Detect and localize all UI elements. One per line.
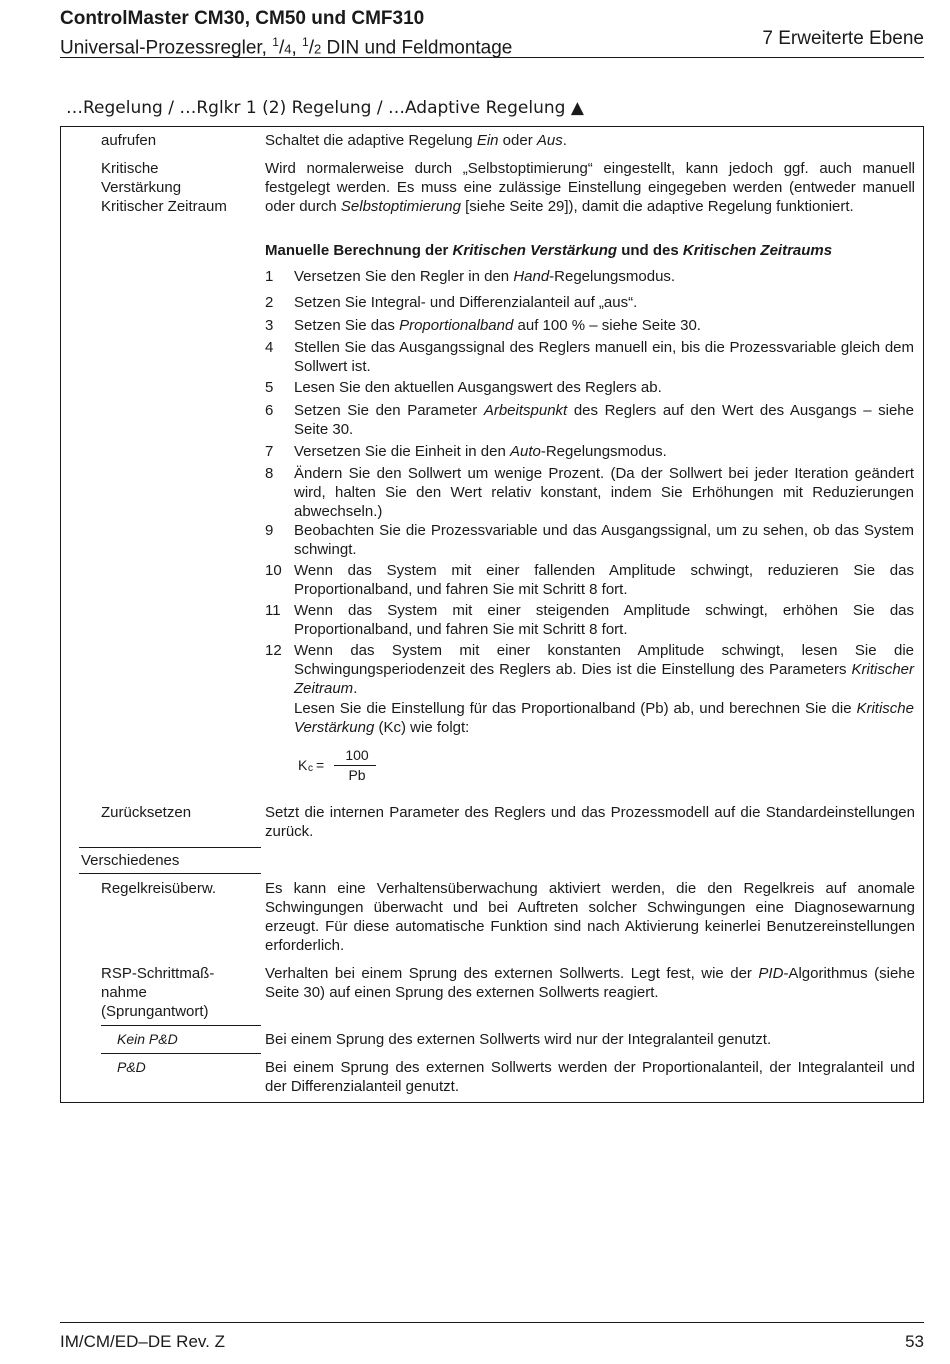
text-kritisch: Wird normalerweise durch „Selbstoptimierung“ eingestellt, kann jedoch ggf. auch manuell festgelegt werden. Es muss eine zulässige Einstellung eingegeben werden (entweder manuell oder durch Selbstoptimierung [siehe Seite 29]), damit die adaptive Regelung funktioniert.	[265, 160, 915, 215]
footer-divider	[60, 1322, 924, 1323]
document-number: IM/CM/ED–DE Rev. Z	[60, 1332, 225, 1351]
document-subtitle: Universal-Prozessregler, $^1$/4, $^1$/2 DIN und Feldmontage	[60, 35, 513, 59]
label-regelkreisueberw: Regelkreisüberw.	[101, 880, 217, 897]
parameter-table: aufrufen Schaltet die adaptive Regelung Ein oder Aus. Kritische Verstärkung Kritischer Zeitraum Wird normalerweise durch „Selbstoptimierung“ eingestellt, kann jedoch ggf. auch manuell festgelegt werden. Es muss eine zulässige Einstellung eingegeben werden (entweder manuell oder durch Selbstoptimierung [siehe Seite 29]), damit die adaptive Regelung funktioniert. Manuelle Berechnung der Kritischen Verstärkung und des Kritischen Zeitraums 1 Versetzen Sie den Regler in den Hand-Regelungsmodus. 2 Setzen Sie Integral- und Differenzialanteil auf „aus“. 3 Setzen Sie das Proportionalband auf 100 % – siehe Seite 30. 4 Stellen Sie das Ausgangssignal des Reglers manuell ein, bis die Prozessvariable gleich dem Sollwert ist. 5 Lesen Sie den aktuellen Ausgangswert des Reglers ab. 6 Setzen Sie den Parameter Arbeitspunkt des Reglers auf den Wert des Ausgangs – siehe Seite 30. 7 Versetzen Sie die Einheit in den Auto-Regelungsmodus. 8 Ändern Sie den Sollwert um wenige Prozent. (Da der Sollwert bei jeder Iteration geändert wird, halten Sie den Wert relativ konstant, indem Sie Erhöhungen mit Reduzierungen abwechseln.) 9 Beobachten Sie die Prozessvariable und das Ausgangssignal, um zu sehen, ob das System schwingt. 10 Wenn das System mit einer fallenden Amplitude schwingt, reduzieren Sie das Proportionalband, und fahren Sie mit Schritt 8 fort. 11 Wenn das System mit einer steigenden Amplitude schwingt, erhöhen Sie das Proportionalband, und fahren Sie mit Schritt 8 fort. 12 Wenn das System mit einer konstanten Amplitude schwingt, lesen Sie die Schwingungsperiodenzeit des Reglers ab. Dies ist die Einstellung des Parameters Kritischer Zeitraum. Lesen Sie die Einstellung für das Proportionalband (Pb) ab, und berechnen Sie die Kritische Verstärkung (Kc) wie folgt: K c = 100 Pb Zurücksetzen Setzt die internen Parameter des Reglers und das Prozessmodell auf die Standardeinstellungen zurück. Verschiedenes Regelkreisüberw. Es kann eine Verhaltensüberwachung aktiviert werden, die den Regelkreis auf anomale Schwingungen überwacht und bei Auftreten solcher Schwingungen eine Diagnosewarnung erzeugt. Für diese automatische Funktion sind nach Aktivierung keinerlei Benutzereinstellungen erforderlich. RSP-Schrittmaß- nahme (Sprungantwort) Verhalten bei einem Sprung des externen Sollwerts. Legt fest, wie der PID-Algorithmus (siehe Seite 30) auf einen Sprung des externen Sollwerts reagiert. Kein P&D Bei einem Sprung des externen Sollwerts wird nur der Integralanteil genutzt. P&D Bei einem Sprung des externen Sollwerts werden der Proportionalanteil, der Integralanteil und der Differenzialanteil genutzt.	[60, 126, 924, 1103]
page-header	[60, 8, 924, 61]
label-rsp-schrittmassnahme: RSP-Schrittmaß- nahme (Sprungantwort)	[101, 965, 215, 1020]
sub-divider	[101, 1053, 261, 1054]
label-zuruecksetzen: Zurücksetzen	[101, 804, 192, 821]
text-pd: Bei einem Sprung des externen Sollwerts werden der Proportionalanteil, der Integralanteil und der Differenzialanteil genutzt.	[265, 1059, 915, 1095]
text-aufrufen: Schaltet die adaptive Regelung Ein oder Aus.	[265, 132, 567, 149]
fraction-denominator: 4	[284, 41, 292, 57]
text-rsp: Verhalten bei einem Sprung des externen Sollwerts. Legt fest, wie der PID-Algorithmus (siehe Seite 30) auf einen Sprung des externen Sollwerts reagiert.	[265, 965, 915, 1001]
fraction-numerator: 1	[302, 35, 309, 49]
text-zuruecksetzen: Setzt die internen Parameter des Reglers und das Prozessmodell auf die Standardeinstellungen zurück.	[265, 804, 915, 840]
breadcrumb: …Regelung / …Rglkr 1 (2) Regelung / …Adaptive Regelung ▲	[66, 98, 584, 118]
label-aufrufen: aufrufen	[101, 132, 157, 149]
subtitle-separator: ,	[291, 37, 303, 59]
document-title: ControlMaster CM30, CM50 und CMF310	[60, 8, 425, 29]
text-kein-pd: Bei einem Sprung des externen Sollwerts wird nur der Integralanteil genutzt.	[265, 1031, 772, 1048]
label-kritische-verstaerkung: Kritische Verstärkung Kritischer Zeitraum	[101, 160, 227, 215]
section-title: 7 Erweiterte Ebene	[762, 28, 924, 49]
fraction-numerator: 1	[272, 35, 279, 49]
text-regelkreisueberw: Es kann eine Verhaltensüberwachung aktiviert werden, die den Regelkreis auf anomale Schwingungen überwacht und bei Auftreten solcher Schwingungen eine Diagnosewarnung erzeugt. Für diese automatische Funktion sind nach Aktivierung keinerlei Benutzereinstellungen erforderlich.	[265, 880, 915, 954]
subtitle-text: DIN und Feldmontage	[321, 37, 513, 59]
sub-divider	[101, 1025, 261, 1026]
group-divider	[79, 873, 261, 874]
label-pd: P&D	[117, 1059, 146, 1075]
group-verschiedenes: Verschiedenes	[81, 852, 180, 869]
manual-calc-heading: Manuelle Berechnung der Kritischen Verstärkung und des Kritischen Zeitraums	[265, 242, 833, 259]
subtitle-text: Universal-Prozessregler,	[60, 37, 273, 59]
fraction-denominator: 2	[313, 41, 322, 57]
group-divider	[79, 847, 261, 848]
page-number: 53	[905, 1332, 924, 1351]
label-kein-pd: Kein P&D	[117, 1031, 178, 1047]
header-divider	[60, 57, 924, 58]
